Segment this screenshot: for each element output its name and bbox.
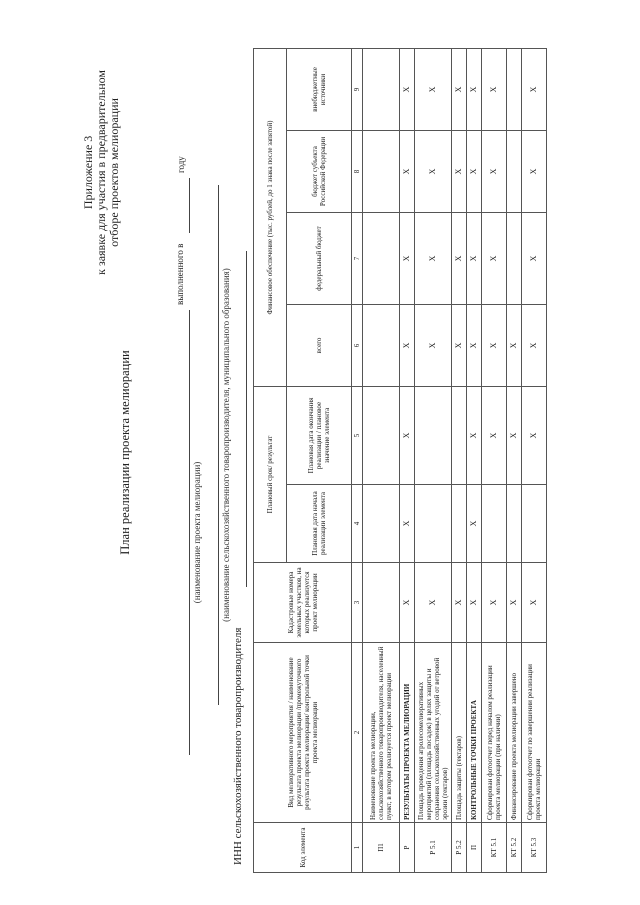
appendix-note bbox=[82, 70, 121, 275]
row-description: Наименование проекта мелиорации, сельскохозяйственного товаропроизводителя, населенный пункт, в котором реализуется проект мелиорации bbox=[363, 643, 400, 823]
row-cell: X bbox=[507, 304, 522, 386]
col-number: 8 bbox=[352, 130, 363, 212]
row-code: П bbox=[467, 823, 482, 873]
row-cell bbox=[363, 48, 400, 130]
plan-table bbox=[253, 48, 547, 873]
table-row bbox=[507, 48, 522, 872]
row-cell: X bbox=[400, 48, 415, 130]
row-cell: X bbox=[467, 130, 482, 212]
row-cell: X bbox=[522, 130, 547, 212]
executed-in-text bbox=[175, 244, 185, 305]
row-cell: X bbox=[522, 48, 547, 130]
executed-in-label: выполненного в bbox=[175, 243, 185, 305]
row-description: Площадь проведения агролесомелиоративных мероприятий (площадь посадок) в целях защиты и сохранения сельскохозяйственных угодий от ветровой эрозии (гектаров) bbox=[415, 643, 452, 823]
producer-caption: (наименование сельскохозяйственного товаропроизводителя, муниципального образования) bbox=[221, 268, 231, 622]
row-cell: X bbox=[522, 304, 547, 386]
row-cell: X bbox=[467, 304, 482, 386]
row-cell bbox=[415, 386, 452, 484]
row-cell: X bbox=[400, 130, 415, 212]
inn-row bbox=[232, 628, 244, 865]
col-number: 7 bbox=[352, 212, 363, 304]
producer-line bbox=[206, 185, 219, 705]
header-type: Вид мелиоративного мероприятия / наименование результата проекта мелиорации /промежуточного результата проекта мелиорации/ контрольной точки проекта мелиорации bbox=[254, 643, 352, 823]
row-code: Р bbox=[400, 823, 415, 873]
table-row bbox=[467, 48, 482, 872]
row-cell bbox=[415, 485, 452, 563]
inn-line bbox=[234, 251, 247, 587]
row-cell: X bbox=[482, 563, 507, 643]
row-cell: X bbox=[522, 386, 547, 484]
col-number: 4 bbox=[352, 485, 363, 563]
table-row bbox=[400, 48, 415, 872]
col-number: 9 bbox=[352, 48, 363, 130]
row-cell: X bbox=[400, 485, 415, 563]
row-cell: X bbox=[467, 563, 482, 643]
appendix-line-3: отборе проектов мелиорации bbox=[107, 98, 121, 247]
row-cell: X bbox=[400, 386, 415, 484]
header-offbudget: внебюджетные источники bbox=[287, 48, 352, 130]
row-cell: X bbox=[507, 563, 522, 643]
row-cell: X bbox=[482, 304, 507, 386]
table-row bbox=[415, 48, 452, 872]
row-cell: X bbox=[452, 563, 467, 643]
row-cell: X bbox=[415, 212, 452, 304]
row-cell: X bbox=[467, 48, 482, 130]
row-code: КТ 5.1 bbox=[482, 823, 507, 873]
row-cell bbox=[452, 386, 467, 484]
col-number: 6 bbox=[352, 304, 363, 386]
row-code: Р 5.1 bbox=[415, 823, 452, 873]
col-number: 1 bbox=[352, 823, 363, 873]
year-line bbox=[175, 178, 190, 233]
row-cell: X bbox=[467, 386, 482, 484]
row-code: Р 5.2 bbox=[452, 823, 467, 873]
row-cell bbox=[363, 485, 400, 563]
table-row bbox=[482, 48, 507, 872]
year-label: году bbox=[176, 156, 186, 173]
header-plan-start: Плановая дата начала реализации элемента bbox=[287, 485, 352, 563]
row-cell bbox=[507, 212, 522, 304]
row-cell: X bbox=[415, 48, 452, 130]
row-cell bbox=[482, 485, 507, 563]
document-title: План реализации проекта мелиорации bbox=[118, 350, 132, 555]
row-cell bbox=[363, 212, 400, 304]
row-cell: X bbox=[452, 130, 467, 212]
header-total: всего bbox=[287, 304, 352, 386]
header-plan-end: Плановая дата окончания реализации / плановое значение элемента bbox=[287, 386, 352, 484]
table-row bbox=[363, 48, 400, 872]
appendix-line-2: к заявке для участия в предварительном bbox=[94, 70, 108, 275]
row-cell bbox=[507, 48, 522, 130]
inn-label: ИНН сельскохозяйственного товаропроизводителя bbox=[232, 627, 244, 865]
row-cell: X bbox=[452, 48, 467, 130]
row-cell: X bbox=[452, 304, 467, 386]
row-description: Сформирован фотоотчет по завершении реализации проекта мелиорации bbox=[522, 643, 547, 823]
row-description: Финансирование проекта мелиорации завершено bbox=[507, 643, 522, 823]
row-description: Площадь защиты (гектаров) bbox=[452, 643, 467, 823]
header-code: Код элемента bbox=[254, 823, 352, 873]
table-row bbox=[452, 48, 467, 872]
table-row bbox=[522, 48, 547, 872]
row-cell: X bbox=[507, 386, 522, 484]
row-description: РЕЗУЛЬТАТЫ ПРОЕКТА МЕЛИОРАЦИИ bbox=[400, 643, 415, 823]
row-cell bbox=[363, 304, 400, 386]
col-number: 5 bbox=[352, 386, 363, 484]
row-code: П1 bbox=[363, 823, 400, 873]
header-federal: федеральный бюджет bbox=[287, 212, 352, 304]
row-cell: X bbox=[400, 212, 415, 304]
row-cell: X bbox=[482, 130, 507, 212]
row-code: КТ 5.3 bbox=[522, 823, 547, 873]
header-finance-group: Финансовое обеспечение (тыс. рублей, до 1 знака после запятой) bbox=[254, 48, 287, 386]
row-cell bbox=[363, 130, 400, 212]
col-number: 3 bbox=[352, 563, 363, 643]
header-regional: бюджет субъекта Российской Федерации bbox=[287, 130, 352, 212]
header-cadastral: Кадастровые номера земельных участков, на которых реализуется проект мелиорации bbox=[254, 563, 352, 643]
row-cell bbox=[452, 485, 467, 563]
row-cell: X bbox=[452, 212, 467, 304]
project-name-caption: (наименование проекта мелиорации) bbox=[192, 461, 202, 604]
column-number-row bbox=[352, 48, 363, 872]
row-cell: X bbox=[482, 212, 507, 304]
plan-table-body bbox=[363, 48, 547, 872]
row-cell: X bbox=[415, 304, 452, 386]
row-cell: X bbox=[522, 212, 547, 304]
row-cell bbox=[363, 563, 400, 643]
row-cell: X bbox=[415, 563, 452, 643]
appendix-line-1: Приложение 3 bbox=[81, 135, 95, 210]
row-cell: X bbox=[467, 212, 482, 304]
row-description: КОНТРОЛЬНЫЕ ТОЧКИ ПРОЕКТА bbox=[467, 643, 482, 823]
project-name-line bbox=[175, 310, 190, 755]
row-cell: X bbox=[522, 563, 547, 643]
header-plan-group: Плановый срок/ результат bbox=[254, 386, 287, 562]
row-cell: X bbox=[467, 485, 482, 563]
row-cell bbox=[522, 485, 547, 563]
row-code: КТ 5.2 bbox=[507, 823, 522, 873]
row-cell bbox=[507, 485, 522, 563]
row-cell: X bbox=[482, 386, 507, 484]
col-number: 2 bbox=[352, 643, 363, 823]
row-cell bbox=[507, 130, 522, 212]
row-cell bbox=[363, 386, 400, 484]
row-cell: X bbox=[400, 304, 415, 386]
row-cell: X bbox=[415, 130, 452, 212]
row-cell: X bbox=[400, 563, 415, 643]
row-description: Сформирован фотоотчет перед началом реализации проекта мелиорации (при наличии) bbox=[482, 643, 507, 823]
row-cell: X bbox=[482, 48, 507, 130]
